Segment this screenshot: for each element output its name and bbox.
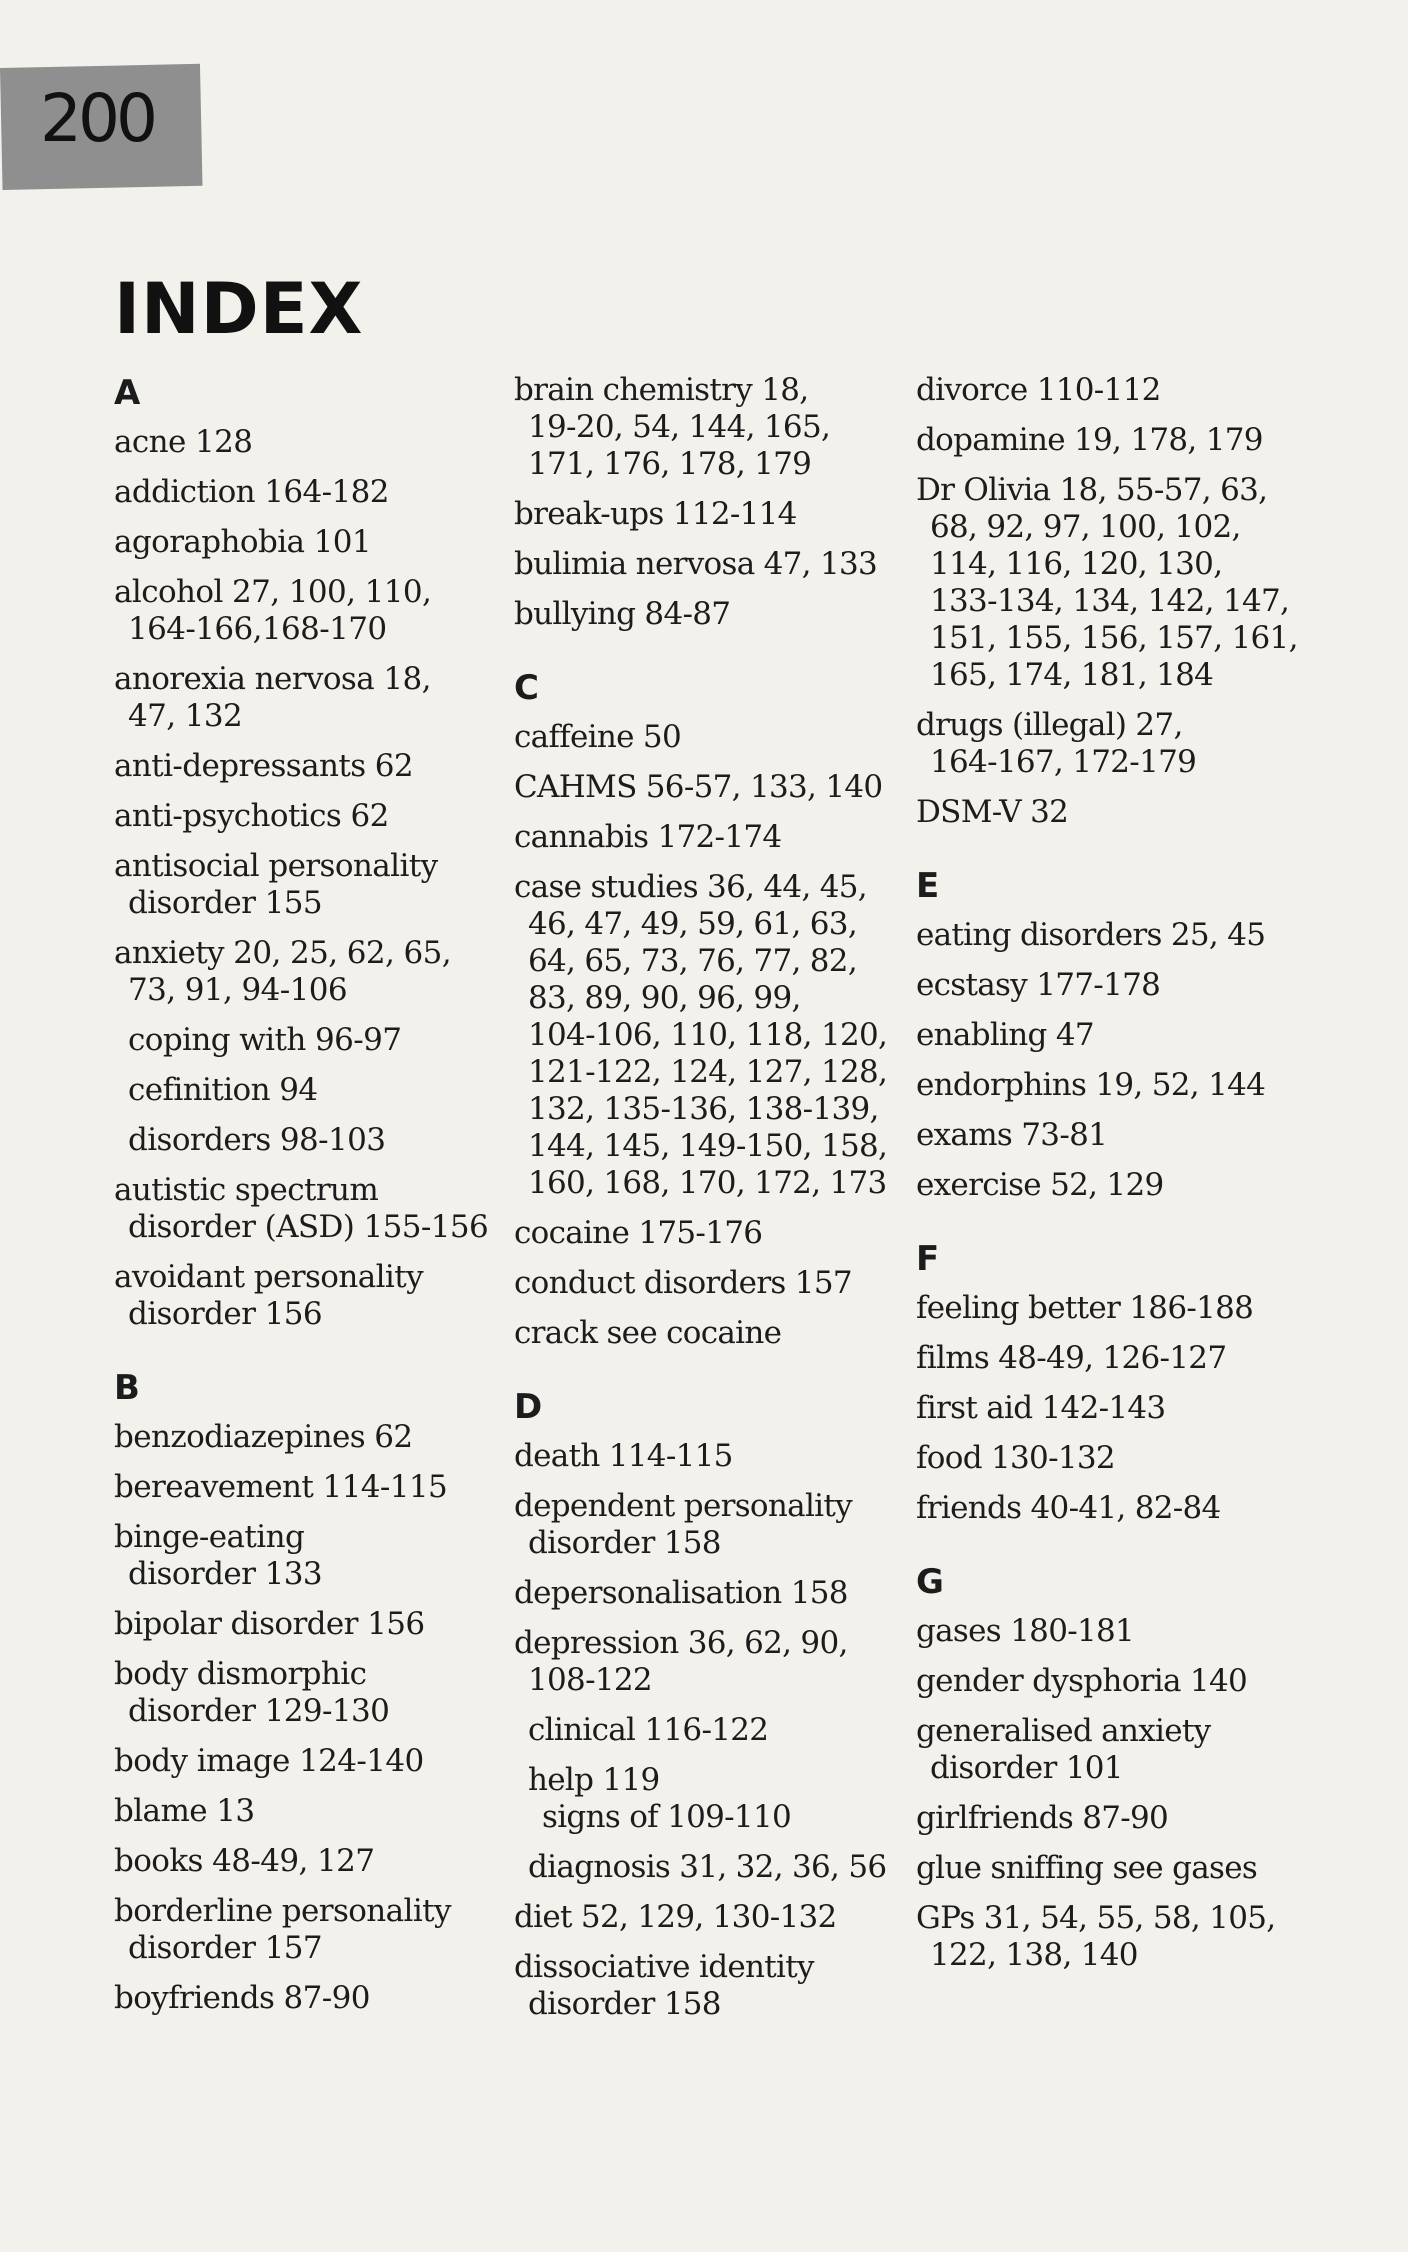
index-entry: borderline personality disorder 157 — [114, 1893, 451, 1966]
index-entry: anti-depressants 62 — [114, 748, 414, 784]
index-entry: autistic spectrum disorder (ASD) 155-156 — [114, 1172, 489, 1245]
index-entry: boyfriends 87-90 — [114, 1980, 370, 2016]
index-entry: friends 40-41, 82-84 — [916, 1490, 1221, 1526]
index-entry: DSM-V 32 — [916, 794, 1069, 830]
index-entry: binge-eating disorder 133 — [114, 1519, 322, 1592]
index-entry: benzodiazepines 62 — [114, 1419, 413, 1455]
section-letter: B — [114, 1368, 140, 1408]
index-entry: girlfriends 87-90 — [916, 1800, 1169, 1836]
index-column-1 — [114, 372, 494, 2030]
index-entry: dopamine 19, 178, 179 — [916, 422, 1263, 458]
index-entry: feeling better 186-188 — [916, 1290, 1254, 1326]
index-subentry: help 119 signs of 109-110 — [528, 1762, 792, 1835]
index-entry: ecstasy 177-178 — [916, 967, 1161, 1003]
index-entry: bullying 84-87 — [514, 596, 731, 632]
index-entry: bipolar disorder 156 — [114, 1606, 425, 1642]
index-entry: bulimia nervosa 47, 133 — [514, 546, 878, 582]
index-entry: enabling 47 — [916, 1017, 1094, 1053]
index-entry: case studies 36, 44, 45, 46, 47, 49, 59, 61, 63, 64, 65, 73, 76, 77, 82, 83, 89, 90, 96, 99, 104-106, 110, 118, 120, 121-122, 124, 127, 128, 132, 135-136, 138-139, 144, 145, 149-150, 158, 160, 168, 170, 172, 173 — [514, 869, 888, 1201]
index-subentry: cefinition 94 — [128, 1072, 318, 1108]
index-entry: drugs (illegal) 27, 164-167, 172-179 — [916, 707, 1197, 780]
index-entry: caffeine 50 — [514, 719, 681, 755]
index-entry: break-ups 112-114 — [514, 496, 797, 532]
index-entry: food 130-132 — [916, 1440, 1115, 1476]
index-entry: body image 124-140 — [114, 1743, 424, 1779]
index-entry: depersonalisation 158 — [514, 1575, 848, 1611]
index-subentry: clinical 116-122 — [528, 1712, 769, 1748]
index-entry: gender dysphoria 140 — [916, 1663, 1247, 1699]
index-entry: Dr Olivia 18, 55-57, 63, 68, 92, 97, 100, 102, 114, 116, 120, 130, 133-134, 134, 142, 147, 151, 155, 156, 157, 161, 165, 174, 181, 184 — [916, 472, 1298, 693]
index-entry: first aid 142-143 — [916, 1390, 1166, 1426]
section-letter: F — [916, 1239, 940, 1279]
index-entry: exercise 52, 129 — [916, 1167, 1164, 1203]
index-entry: body dismorphic disorder 129-130 — [114, 1656, 390, 1729]
index-entry: dependent personality disorder 158 — [514, 1488, 852, 1561]
index-subentry: coping with 96-97 — [128, 1022, 402, 1058]
index-entry: films 48-49, 126-127 — [916, 1340, 1227, 1376]
section-letter: E — [916, 866, 940, 906]
index-entry: eating disorders 25, 45 — [916, 917, 1266, 953]
index-entry: dissociative identity disorder 158 — [514, 1949, 814, 2022]
index-entry: generalised anxiety disorder 101 — [916, 1713, 1211, 1786]
index-entry: crack see cocaine — [514, 1315, 782, 1351]
index-entry: endorphins 19, 52, 144 — [916, 1067, 1266, 1103]
index-entry: books 48-49, 127 — [114, 1843, 375, 1879]
index-entry: divorce 110-112 — [916, 372, 1161, 408]
page-title: INDEX — [114, 268, 364, 350]
index-entry: glue sniffing see gases — [916, 1850, 1258, 1886]
index-entry: anorexia nervosa 18, 47, 132 — [114, 661, 431, 734]
index-entry: GPs 31, 54, 55, 58, 105, 122, 138, 140 — [916, 1900, 1276, 1973]
section-letter: D — [514, 1387, 543, 1427]
index-entry: CAHMS 56-57, 133, 140 — [514, 769, 883, 805]
index-column-3 — [916, 372, 1316, 1987]
index-entry: blame 13 — [114, 1793, 255, 1829]
index-entry: anti-psychotics 62 — [114, 798, 389, 834]
index-subentry: disorders 98-103 — [128, 1122, 386, 1158]
index-entry: brain chemistry 18, 19-20, 54, 144, 165, 171, 176, 178, 179 — [514, 372, 831, 482]
index-entry: alcohol 27, 100, 110, 164-166,168-170 — [114, 574, 432, 647]
index-entry: exams 73-81 — [916, 1117, 1108, 1153]
section-letter: A — [114, 373, 141, 413]
index-entry: diet 52, 129, 130-132 — [514, 1899, 837, 1935]
index-entry: antisocial personality disorder 155 — [114, 848, 438, 921]
index-entry: depression 36, 62, 90, 108-122 — [514, 1625, 848, 1698]
index-entry: cocaine 175-176 — [514, 1215, 763, 1251]
index-entry: conduct disorders 157 — [514, 1265, 852, 1301]
index-entry: death 114-115 — [514, 1438, 733, 1474]
index-column-2 — [514, 372, 904, 2036]
index-subentry: diagnosis 31, 32, 36, 56 — [528, 1849, 887, 1885]
index-entry: agoraphobia 101 — [114, 524, 372, 560]
index-entry: gases 180-181 — [916, 1613, 1135, 1649]
index-entry: acne 128 — [114, 424, 253, 460]
page-number: 200 — [40, 80, 154, 157]
section-letter: C — [514, 668, 539, 708]
index-entry: addiction 164-182 — [114, 474, 389, 510]
index-entry: cannabis 172-174 — [514, 819, 782, 855]
index-entry: bereavement 114-115 — [114, 1469, 448, 1505]
index-entry: avoidant personality disorder 156 — [114, 1259, 424, 1332]
index-entry: anxiety 20, 25, 62, 65, 73, 91, 94-106 — [114, 935, 451, 1008]
section-letter: G — [916, 1562, 944, 1602]
